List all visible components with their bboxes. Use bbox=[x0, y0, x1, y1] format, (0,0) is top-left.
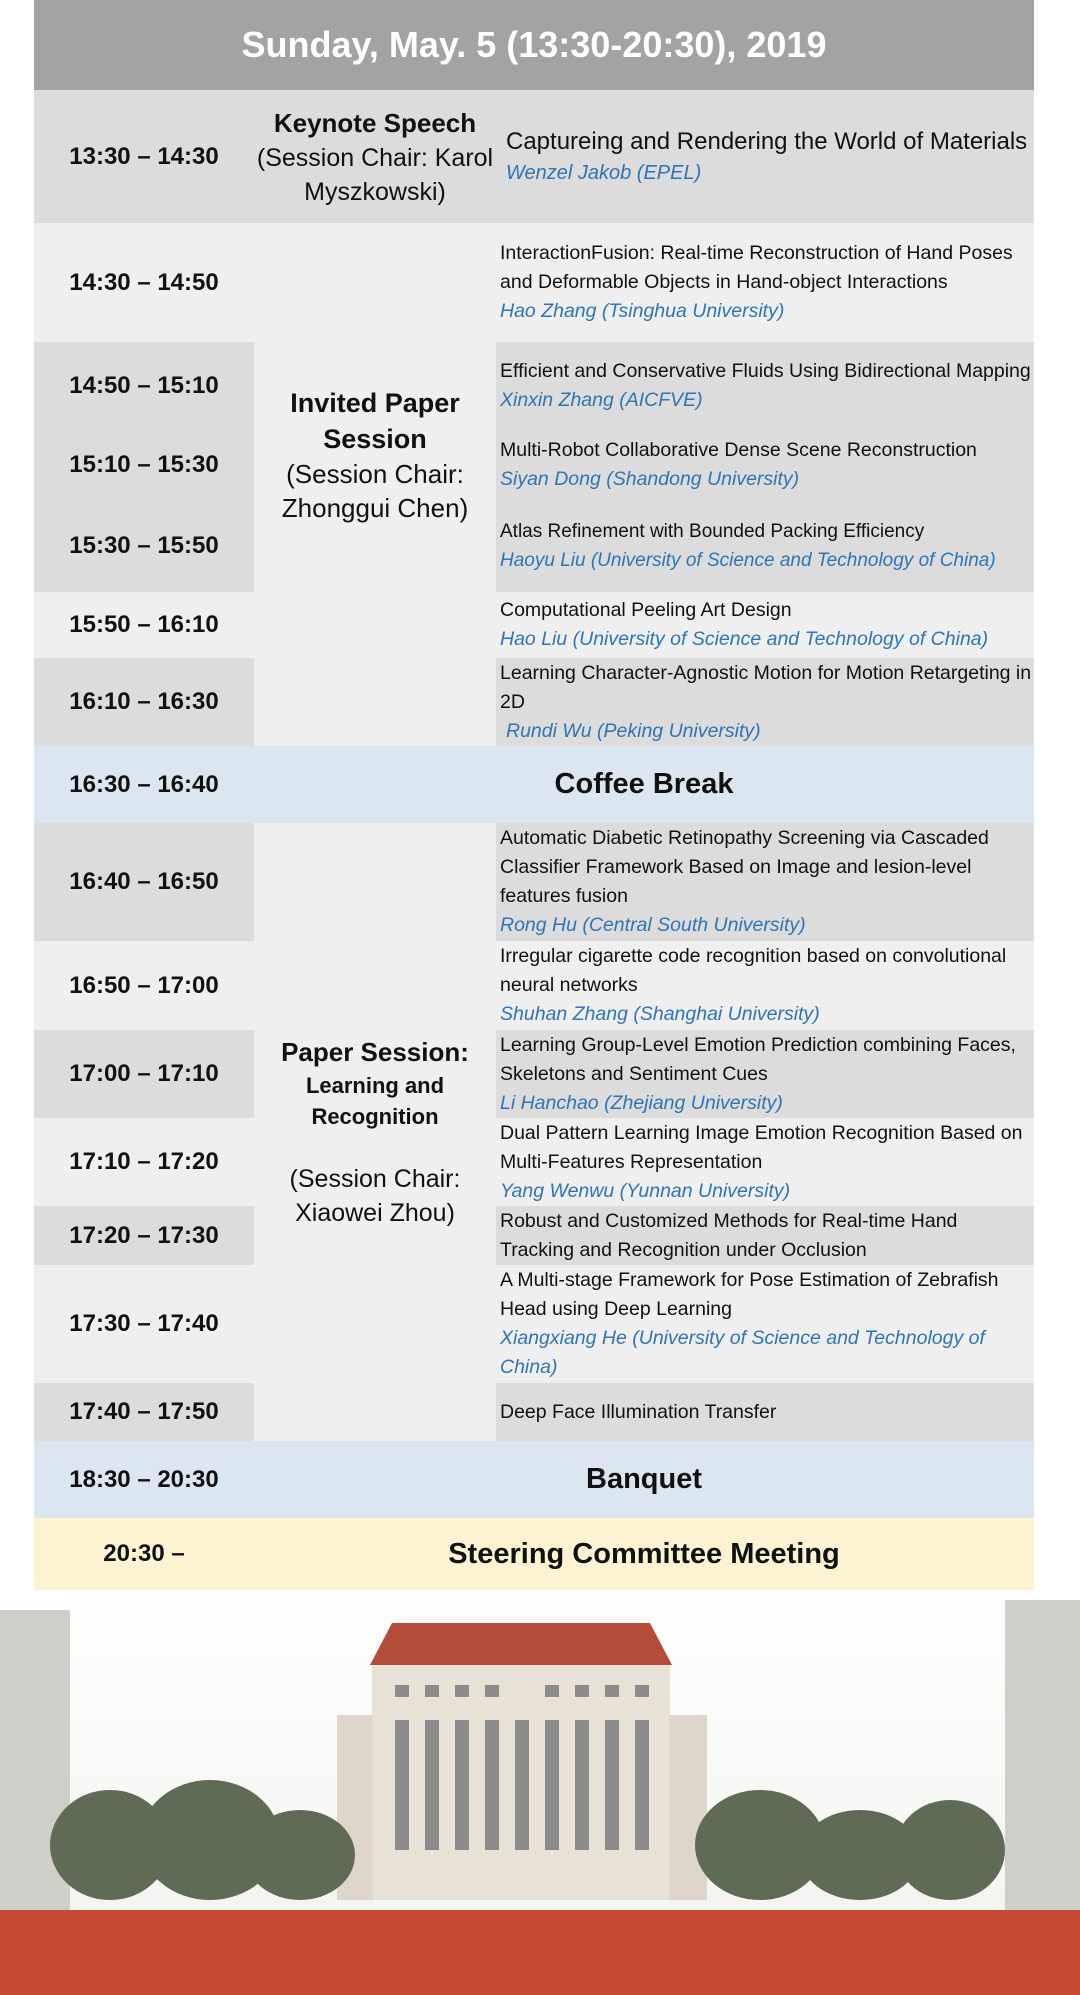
schedule-row bbox=[34, 1206, 1034, 1265]
talk-author: Xiangxiang He (University of Science and Technology of China) bbox=[500, 1327, 985, 1378]
schedule-row bbox=[34, 90, 1034, 223]
talk-cell bbox=[496, 941, 1034, 1030]
schedule-row bbox=[34, 1118, 1034, 1206]
session-title: Keynote Speech bbox=[273, 107, 477, 138]
schedule-row bbox=[34, 223, 1034, 342]
talk-cell bbox=[496, 823, 1034, 941]
talk-cell bbox=[496, 1206, 1034, 1265]
schedule-row bbox=[34, 823, 1034, 941]
right-tower bbox=[1005, 1600, 1080, 1910]
break-row bbox=[34, 746, 1034, 823]
paper-session-cell bbox=[254, 823, 496, 1441]
invited-session-cell bbox=[254, 223, 496, 746]
talk-title: Dual Pattern Learning Image Emotion Recognition Based on Multi-Features Representation bbox=[500, 1121, 1023, 1173]
time-slot: 20:30 – bbox=[103, 1540, 185, 1567]
schedule-header bbox=[34, 0, 1034, 90]
talk-cell bbox=[502, 90, 1034, 223]
talk-author: Rundi Wu (Peking University) bbox=[506, 719, 761, 742]
session-chair: (Session Chair: Zhonggui Chen) bbox=[281, 458, 469, 523]
talk-cell bbox=[496, 592, 1034, 658]
talk-title: A Multi-stage Framework for Pose Estimation of Zebrafish Head using Deep Learning bbox=[500, 1269, 999, 1320]
time-slot: 13:30 – 14:30 bbox=[69, 142, 219, 170]
talk-title: Robust and Customized Methods for Real-time Hand Tracking and Recognition under Occlusion bbox=[500, 1209, 958, 1261]
roof bbox=[370, 1623, 672, 1665]
schedule-row bbox=[34, 1265, 1034, 1383]
talk-cell bbox=[496, 1265, 1034, 1383]
talk-author: Wenzel Jakob (EPEL) bbox=[506, 161, 702, 184]
session-chair: (Session Chair: Karol Myszkowski) bbox=[256, 143, 494, 206]
time-slot: 14:30 – 14:50 bbox=[69, 268, 219, 296]
talk-cell bbox=[496, 430, 1034, 500]
talk-title: Automatic Diabetic Retinopathy Screening via Cascaded Classifier Framework Based on Image and lesion-level features fusion bbox=[500, 827, 989, 907]
schedule-sheet bbox=[34, 0, 1034, 1590]
time-slot: 17:30 – 17:40 bbox=[69, 1310, 219, 1337]
time-slot: 17:40 – 17:50 bbox=[69, 1398, 219, 1425]
talk-title: Deep Face Illumination Transfer bbox=[500, 1400, 777, 1423]
banquet-label: Banquet bbox=[586, 1463, 702, 1495]
steering-meeting-label: Steering Committee Meeting bbox=[448, 1537, 840, 1570]
talk-title: Learning Group-Level Emotion Prediction combining Faces, Skeletons and Sentiment Cues bbox=[500, 1033, 1016, 1085]
meeting-row bbox=[34, 1518, 1034, 1590]
time-slot: 16:50 – 17:00 bbox=[69, 971, 219, 999]
talk-title: Captureing and Rendering the World of Materials bbox=[506, 127, 1028, 155]
time-slot: 15:10 – 15:30 bbox=[69, 451, 219, 478]
session-chair: (Session Chair: Xiaowei Zhou) bbox=[289, 1165, 461, 1227]
talk-author: Yang Wenwu (Yunnan University) bbox=[500, 1179, 791, 1202]
session-title: Paper Session: bbox=[281, 1037, 469, 1067]
time-slot: 14:50 – 15:10 bbox=[69, 372, 219, 399]
talk-title: Atlas Refinement with Bounded Packing Efficiency bbox=[500, 521, 925, 542]
talk-author: Li Hanchao (Zhejiang University) bbox=[500, 1091, 783, 1114]
schedule-row bbox=[34, 1383, 1034, 1441]
session-title: Invited Paper Session bbox=[290, 387, 460, 454]
keynote-session-cell bbox=[254, 90, 496, 223]
talk-cell bbox=[496, 1118, 1034, 1206]
talk-title: Irregular cigarette code recognition based on convolutional neural networks bbox=[500, 945, 1007, 996]
schedule-row bbox=[34, 941, 1034, 1030]
time-slot: 15:50 – 16:10 bbox=[69, 611, 219, 638]
talk-title: Computational Peeling Art Design bbox=[500, 599, 792, 621]
time-slot: 17:00 – 17:10 bbox=[69, 1060, 219, 1087]
schedule-row bbox=[34, 658, 1034, 746]
talk-cell bbox=[496, 500, 1034, 592]
talk-title: InteractionFusion: Real-time Reconstruction of Hand Poses and Deformable Objects in Hand-object Interactions bbox=[500, 242, 1013, 293]
talk-author: Siyan Dong (Shandong University) bbox=[500, 468, 800, 490]
coffee-break-label: Coffee Break bbox=[554, 768, 734, 800]
talk-cell bbox=[496, 1030, 1034, 1118]
campus-building-image bbox=[0, 1590, 1080, 1910]
time-slot: 18:30 – 20:30 bbox=[69, 1465, 219, 1493]
right-wing bbox=[669, 1715, 707, 1900]
talk-cell bbox=[496, 342, 1034, 430]
time-slot: 17:10 – 17:20 bbox=[69, 1148, 219, 1175]
talk-cell bbox=[496, 1383, 1034, 1441]
footer-band bbox=[0, 1910, 1080, 1995]
schedule-table bbox=[34, 90, 1034, 1590]
talk-cell bbox=[496, 658, 1034, 746]
talk-title: Learning Character-Agnostic Motion for Motion Retargeting in 2D bbox=[500, 661, 1032, 713]
talk-title: Efficient and Conservative Fluids Using Bidirectional Mapping bbox=[500, 360, 1031, 382]
talk-author: Hao Liu (University of Science and Technology of China) bbox=[500, 628, 989, 650]
time-slot: 17:20 – 17:30 bbox=[69, 1221, 219, 1249]
schedule-row bbox=[34, 592, 1034, 658]
time-slot: 15:30 – 15:50 bbox=[69, 532, 219, 559]
talk-cell bbox=[496, 223, 1034, 342]
time-slot: 16:10 – 16:30 bbox=[69, 688, 219, 715]
schedule-row bbox=[34, 1030, 1034, 1118]
talk-author: Xinxin Zhang (AICFVE) bbox=[500, 389, 703, 411]
building-illustration bbox=[0, 1590, 1080, 1910]
talk-author: Hao Zhang (Tsinghua University) bbox=[500, 300, 785, 322]
time-slot: 16:30 – 16:40 bbox=[69, 770, 219, 798]
schedule-row bbox=[34, 500, 1034, 592]
talk-author: Rong Hu (Central South University) bbox=[500, 914, 806, 936]
talk-title: Multi-Robot Collaborative Dense Scene Reconstruction bbox=[500, 439, 977, 461]
time-slot: 16:40 – 16:50 bbox=[69, 868, 219, 895]
banquet-row bbox=[34, 1441, 1034, 1518]
talk-author: Haoyu Liu (University of Science and Technology of China) bbox=[500, 550, 996, 571]
schedule-row bbox=[34, 430, 1034, 500]
header-title: Sunday, May. 5 (13:30-20:30), 2019 bbox=[241, 24, 827, 65]
talk-author: Shuhan Zhang (Shanghai University) bbox=[500, 1003, 820, 1025]
schedule-row bbox=[34, 342, 1034, 430]
session-subtitle: Learning and Recognition bbox=[305, 1073, 445, 1129]
